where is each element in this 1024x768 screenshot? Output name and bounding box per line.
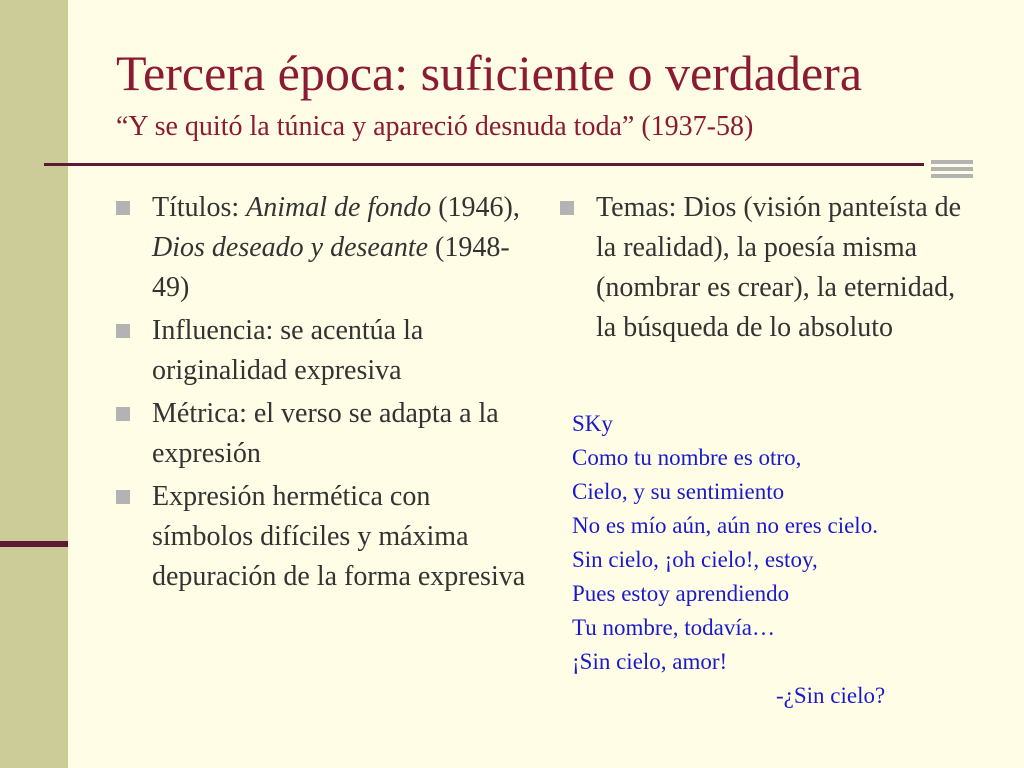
poem-line: No es mío aún, aún no eres cielo. bbox=[572, 513, 878, 538]
bullet-text: (1948-49) bbox=[152, 232, 510, 303]
poem-block bbox=[572, 407, 885, 713]
bullet-square-icon bbox=[560, 201, 574, 215]
bullet-text: Títulos: bbox=[152, 192, 247, 223]
bullet-item bbox=[116, 188, 526, 308]
poem-line: Cielo, y su sentimiento bbox=[572, 479, 785, 504]
right-bullet-list bbox=[560, 188, 980, 351]
poem-line: ¡Sin cielo, amor! bbox=[572, 649, 728, 674]
bullet-square-icon bbox=[116, 324, 130, 338]
poem-last-line: -¿Sin cielo? bbox=[776, 683, 886, 708]
bullet-item bbox=[116, 477, 526, 597]
bullet-square-icon bbox=[116, 490, 130, 504]
poem-line: Tu nombre, todavía… bbox=[572, 615, 775, 640]
poem-lines bbox=[572, 407, 885, 679]
poem-line: Sin cielo, ¡oh cielo!, estoy, bbox=[572, 547, 818, 572]
left-bullet-list bbox=[116, 188, 526, 600]
left-bar-accent-line bbox=[0, 541, 68, 547]
left-decorative-bar bbox=[0, 0, 68, 768]
bullet-item bbox=[116, 311, 526, 391]
poem-line: Pues estoy aprendiendo bbox=[572, 581, 790, 606]
bullet-item bbox=[116, 394, 526, 474]
bullet-text: Métrica: el verso se adapta a la expresión bbox=[152, 398, 499, 469]
bullet-text: Temas: Dios (visión panteísta de la realidad), la poesía misma (nombrar es crear), la eternidad, la búsqueda de lo absoluto bbox=[596, 192, 962, 343]
italic-title-text: Dios deseado y deseante bbox=[152, 232, 429, 263]
slide-title: Tercera época: suficiente o verdadera bbox=[116, 45, 863, 101]
poem-line: Como tu nombre es otro, bbox=[572, 445, 802, 470]
decorative-grey-stripes bbox=[931, 160, 973, 180]
bullet-text: Influencia: se acentúa la originalidad expresiva bbox=[152, 315, 424, 386]
bullet-square-icon bbox=[116, 201, 130, 215]
slide-subtitle: “Y se quitó la túnica y apareció desnuda toda” (1937-58) bbox=[116, 111, 754, 142]
bullet-item bbox=[560, 188, 980, 348]
bullet-text: Expresión hermética con símbolos difíciles y máxima depuración de la forma expresiva bbox=[152, 481, 526, 592]
poem-line: SKy bbox=[572, 411, 613, 436]
italic-title-text: Animal de fondo bbox=[246, 192, 432, 223]
bullet-square-icon bbox=[116, 407, 130, 421]
title-divider bbox=[44, 163, 924, 166]
bullet-text: (1946), bbox=[431, 192, 520, 223]
